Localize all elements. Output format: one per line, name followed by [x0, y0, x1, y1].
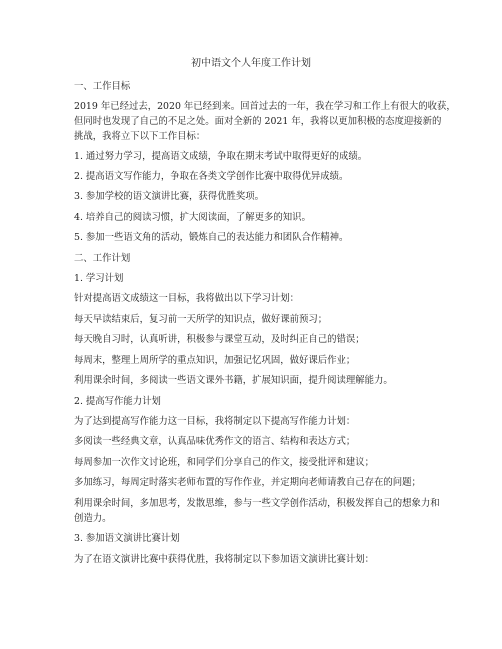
goal-item: 1. 通过努力学习，提高语文成绩，争取在期末考试中取得更好的成绩。: [74, 151, 368, 162]
intro-paragraph-line: 但同时也发现了自己的不足之处。面对全新的 2021 年，我将以更加积极的态度迎接新的: [74, 116, 442, 127]
paragraph-line: 针对提高语文成绩这一目标，我将做出以下学习计划：: [74, 293, 300, 304]
paragraph-line: 利用课余时间，多加思考，发散思维，参与一些文学创作活动，积极发挥自己的想象力和: [74, 498, 440, 509]
paragraph-line: 多阅读一些经典文章，认真品味优秀作文的语言、结构和表达方式；: [74, 436, 356, 447]
subheading-speech-plan: 3. 参加语文演讲比赛计划: [74, 533, 180, 544]
intro-paragraph-line: 2019 年已经过去，2020 年已经到来。回首过去的一年，我在学习和工作上有很大的收获，: [74, 101, 456, 112]
paragraph-line: 利用课余时间，多阅读一些语文课外书籍，扩展知识面，提升阅读理解能力。: [74, 375, 393, 386]
paragraph-line: 每周参加一次作文讨论班，和同学们分享自己的作文，接受批评和建议；: [74, 457, 375, 468]
section-heading-goals: 一、工作目标: [74, 81, 131, 92]
subheading-writing-plan: 2. 提高写作能力计划: [74, 396, 161, 407]
document-title: 初中语文个人年度工作计划: [191, 58, 311, 69]
goal-item: 4. 培养自己的阅读习惯，扩大阅读面，了解更多的知识。: [74, 212, 311, 223]
goal-item: 5. 参加一些语文角的活动，锻炼自己的表达能力和团队合作精神。: [74, 232, 349, 243]
paragraph-line: 多加练习，每周定时落实老师布置的写作作业，并定期向老师请教自己存在的问题；: [74, 477, 421, 488]
paragraph-line: 为了达到提高写作能力这一目标，我将制定以下提高写作能力计划：: [74, 416, 356, 427]
paragraph-line: 每周末，整理上周所学的重点知识，加强记忆巩固，做好课后作业；: [74, 355, 356, 366]
paragraph-line: 创造力。: [74, 513, 112, 524]
section-heading-plan: 二、工作计划: [74, 253, 131, 264]
intro-paragraph-line: 挑战，我将立下以下工作目标：: [74, 131, 206, 142]
goal-item: 2. 提高语文写作能力，争取在各类文学创作比赛中取得优异成绩。: [74, 171, 349, 182]
subheading-study-plan: 1. 学习计划: [74, 273, 124, 284]
goal-item: 3. 参加学校的语文演讲比赛，获得优胜奖项。: [74, 191, 265, 202]
paragraph-line: 为了在语文演讲比赛中获得优胜，我将制定以下参加语文演讲比赛计划：: [74, 554, 375, 565]
paragraph-line: 每天晚自习时，认真听讲，积极参与课堂互动，及时纠正自己的错误；: [74, 334, 365, 345]
paragraph-line: 每天早读结束后，复习前一天所学的知识点，做好课前预习；: [74, 314, 328, 325]
